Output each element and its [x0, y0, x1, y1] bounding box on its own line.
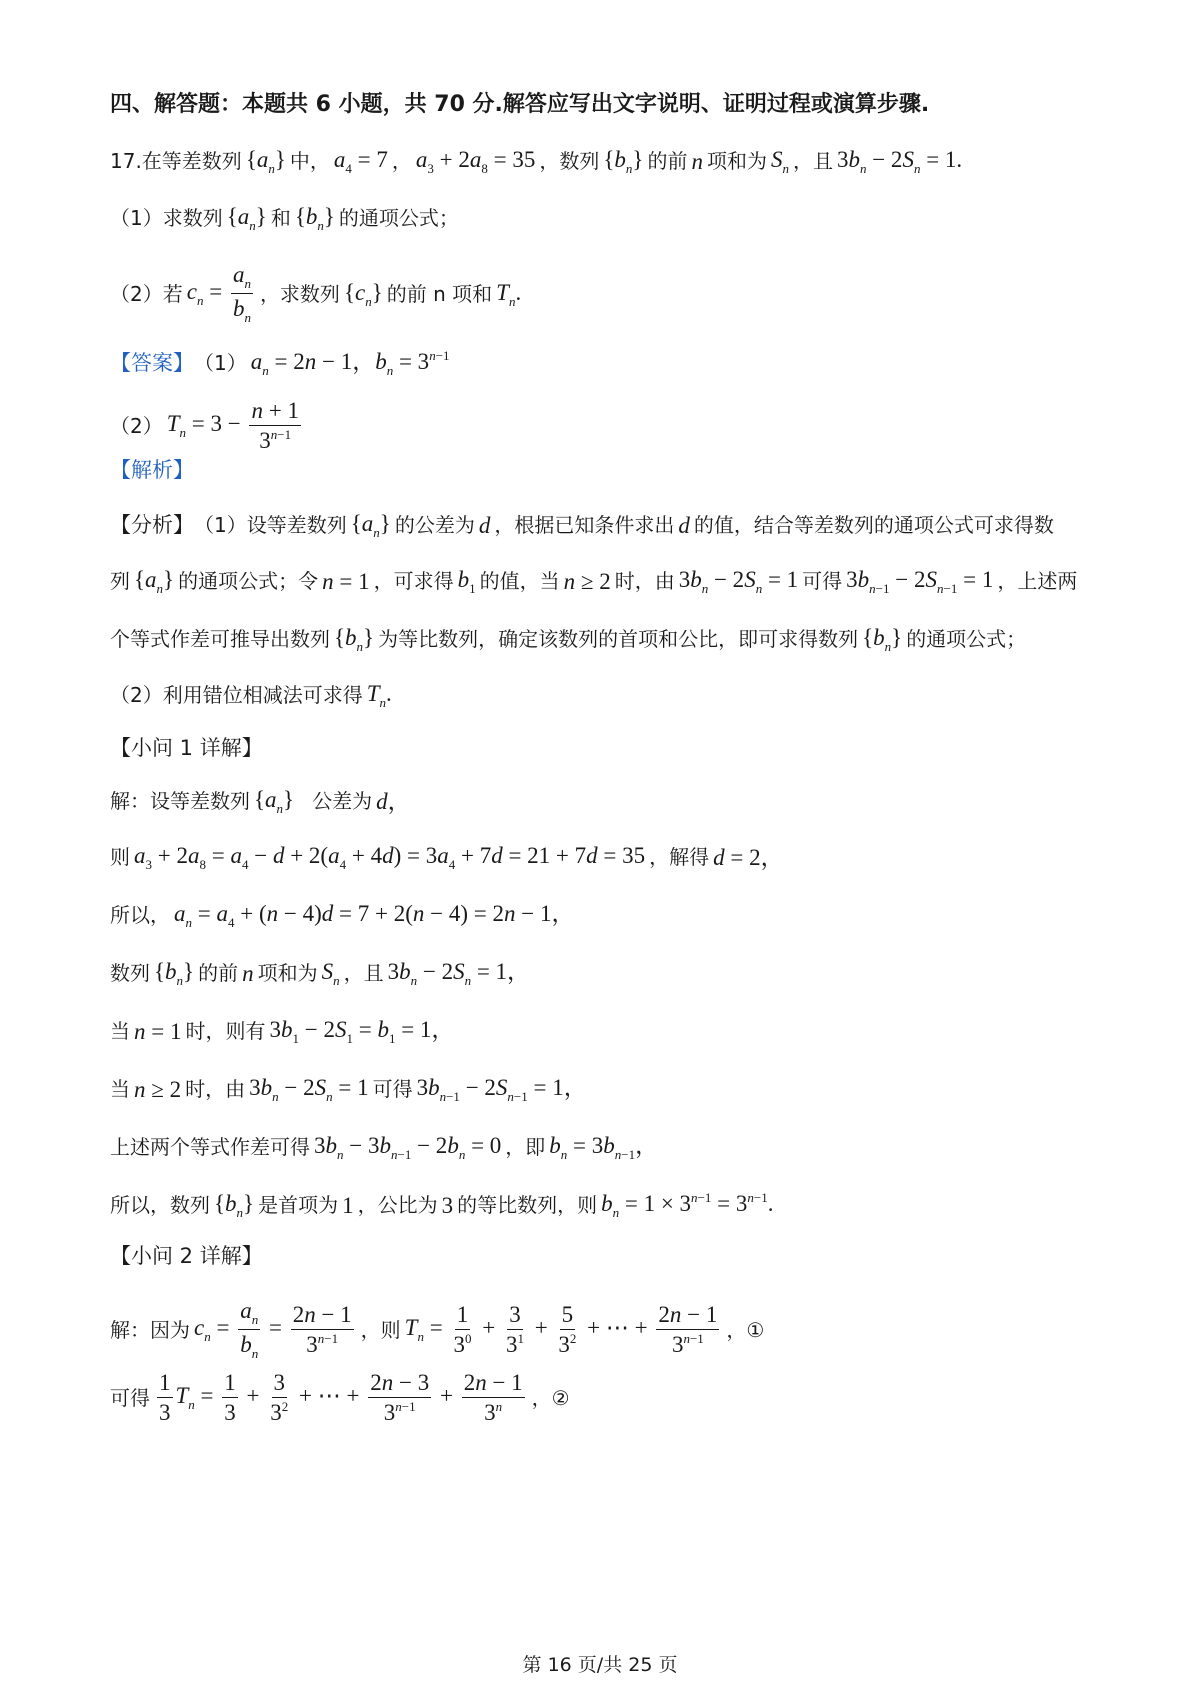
fenxi-line-3: 个等式作差可推导出数列 $\{b_n\}$ 为等比数列，确定该数列的首项和公比，即可求得数列 $\{b_n\}$ 的通项公式； — [110, 625, 1027, 654]
sub1-line-5: 当 n = 1 时，则有 $3b_1 - 2S_1 = b_1 = 1$， — [110, 1017, 455, 1046]
sub1-line-3: 所以， $a_n = a_4 + (n - 4)d = 7 + 2(n - 4) = 2n - 1$， — [110, 901, 575, 930]
sub2-line-2: 可得 $\frac{1}{3}$ $T_n$ = $\frac{1}{3}$ + $\frac{3}{3^2}$ + ⋯ + $\frac{2n - 3}{3^{n-1}}$ + $\frac{2n - 1}{3^n}$ ，② — [110, 1370, 570, 1426]
sub1-line-4: 数列 $\{b_n\}$ 的前 n 项和为 $S_n$ ，且 $3b_n - 2S_n = 1$， — [110, 959, 531, 988]
fenxi-line-1: 【分析】 （1）设等差数列 $\{a_n\}$ 的公差为 d ，根据已知条件求出 d 的值，结合等差数列的通项公式可求得数 — [110, 511, 1054, 540]
question-2: （2）若 $c_n$ = $\frac{a_n}{b_n}$ ，求数列 $\{c_n\}$ 的前 n 项和 $T_n$. — [110, 262, 522, 326]
problem-statement: 17. 在等差数列 $\{a_n\}$ 中， $a_4 = 7$ ， $a_3 + 2a_8 = 35$ ， 数列 $\{b_n\}$ 的前 n 项和为 $S_n$ ，且 $3b_n - 2S_n = 1$. — [110, 147, 963, 176]
fenxi-line-2: 列 $\{a_n\}$ 的通项公式；令 n = 1 ，可求得 $b_1$ 的值，当 n ≥ 2 时，由 $3b_n - 2S_n = 1$ 可得 $3b_{n-1} - 2S_{n-1} = 1$ ，上述两 — [110, 567, 1078, 596]
sub1-line-6: 当 n ≥ 2 时，由 $3b_n - 2S_n = 1$ 可得 $3b_{n-1} - 2S_{n-1} = 1$， — [110, 1075, 587, 1104]
page-footer: 第 16 页/共 25 页 — [522, 1654, 678, 1676]
sub1-line-1: 解：设等差数列 $\{a_n\}$ 公差为 d， — [110, 787, 411, 816]
sub1-tag: 【小问 1 详解】 — [110, 736, 263, 760]
question-1: （1）求数列 $\{a_n\}$ 和 $\{b_n\}$ 的通项公式； — [110, 204, 459, 233]
sub2-tag: 【小问 2 详解】 — [110, 1244, 263, 1268]
sub1-line-8: 所以，数列 $\{b_n\}$ 是首项为 1 ，公比为 3 的等比数列，则 $b_n = 1 \times 3^{n-1} = 3^{n-1}$. — [110, 1190, 774, 1220]
section-heading: 四、解答题：本题共 6 小题，共 70 分.解答应写出文字说明、证明过程或演算步骤. — [110, 92, 930, 117]
answer-line-1: 【答案】 （1） $a_n = 2n - 1$，$b_n = 3^{n-1}$ — [110, 348, 450, 378]
sub2-line-1: 解：因为 $c_n$ = $\frac{a_n}{b_n}$ = $\frac{2n - 1}{3^{n-1}}$ ，则 $T_n$ = $\frac{1}{3^0}$ + $\frac{3}{3^1}$ + $\frac{5}{3^2}$ + ⋯ + $\frac{2n - 1}{3^{n-1}}$ ，① — [110, 1298, 765, 1362]
sub1-line-7: 上述两个等式作差可得 $3b_n - 3b_{n-1} - 2b_n = 0$ ，即 $b_n = 3b_{n-1}$， — [110, 1133, 659, 1162]
sub1-line-2: 则 $a_3 + 2a_8 = a_4 - d + 2(a_4 + 4d) = 3a_4 + 7d = 21 + 7d = 35$ ，解得 d = 2， — [110, 843, 784, 872]
analysis-tag: 【解析】 — [110, 458, 194, 482]
answer-line-2: （2） $T_n = 3$ − $\frac{n + 1}{3^{n-1}}$ — [110, 398, 299, 454]
fenxi-line-4: （2）利用错位相减法可求得 $T_n$. — [110, 681, 392, 710]
